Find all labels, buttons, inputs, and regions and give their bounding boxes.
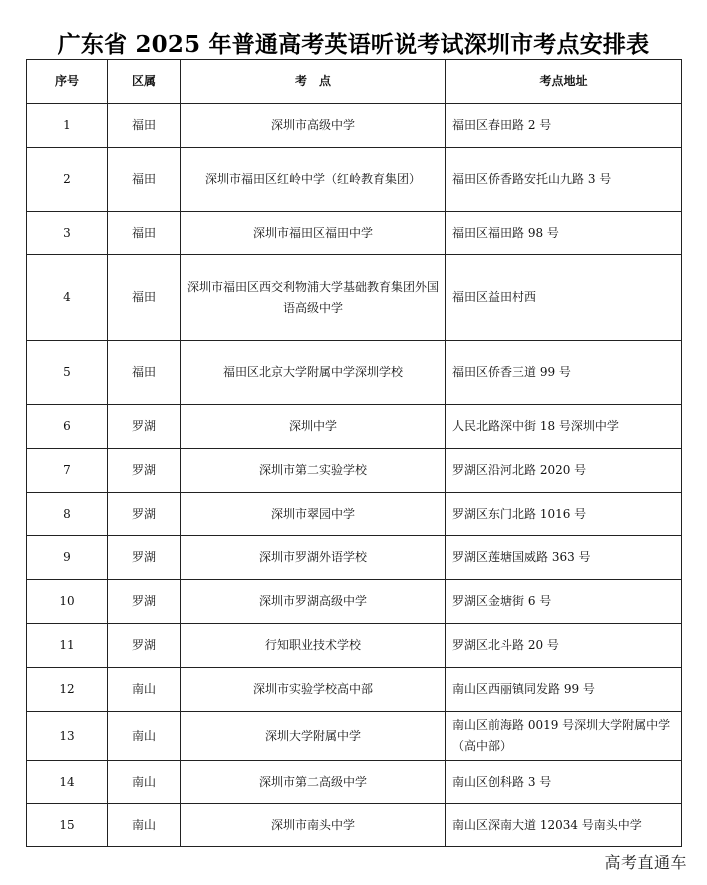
header-district: 区属 — [108, 60, 181, 104]
row-site-name: 深圳中学 — [181, 405, 446, 449]
row-address: 罗湖区莲塘国威路 363 号 — [446, 536, 682, 580]
row-seq: 4 — [27, 255, 108, 341]
row-site-name: 深圳市福田区西交利物浦大学基础教育集团外国语高级中学 — [181, 255, 446, 341]
row-seq: 13 — [27, 712, 108, 761]
row-district: 罗湖 — [108, 405, 181, 449]
row-address: 罗湖区沿河北路 2020 号 — [446, 449, 682, 493]
table-row — [27, 449, 682, 493]
table-row — [27, 580, 682, 624]
row-district: 罗湖 — [108, 536, 181, 580]
table-row — [27, 536, 682, 580]
row-seq: 14 — [27, 761, 108, 804]
table-row — [27, 341, 682, 405]
row-seq: 8 — [27, 493, 108, 536]
table-row — [27, 668, 682, 712]
row-site-name: 深圳市第二实验学校 — [181, 449, 446, 493]
row-district: 南山 — [108, 712, 181, 761]
table-row — [27, 405, 682, 449]
table-row — [27, 761, 682, 804]
row-site-name: 深圳市翠园中学 — [181, 493, 446, 536]
row-site-name: 深圳市第二高级中学 — [181, 761, 446, 804]
row-address: 罗湖区东门北路 1016 号 — [446, 493, 682, 536]
table-row — [27, 255, 682, 341]
row-district: 福田 — [108, 255, 181, 341]
row-district: 福田 — [108, 104, 181, 148]
row-address: 人民北路深中街 18 号深圳中学 — [446, 405, 682, 449]
row-address: 福田区侨香路安托山九路 3 号 — [446, 148, 682, 212]
row-site-name: 深圳市福田区福田中学 — [181, 212, 446, 255]
row-seq: 3 — [27, 212, 108, 255]
row-seq: 5 — [27, 341, 108, 405]
row-district: 福田 — [108, 212, 181, 255]
row-district: 罗湖 — [108, 580, 181, 624]
header-site: 考 点 — [181, 60, 446, 104]
row-site-name: 深圳市实验学校高中部 — [181, 668, 446, 712]
row-address: 福田区春田路 2 号 — [446, 104, 682, 148]
row-site-name: 行知职业技术学校 — [181, 624, 446, 668]
row-district: 福田 — [108, 148, 181, 212]
row-seq: 6 — [27, 405, 108, 449]
table-row — [27, 712, 682, 761]
table-row — [27, 624, 682, 668]
table-row — [27, 148, 682, 212]
row-district: 罗湖 — [108, 493, 181, 536]
row-seq: 10 — [27, 580, 108, 624]
table-row — [27, 493, 682, 536]
row-address: 南山区深南大道 12034 号南头中学 — [446, 804, 682, 847]
page-title: 广东省 2025 年普通高考英语听说考试深圳市考点安排表 — [57, 31, 650, 58]
row-seq: 12 — [27, 668, 108, 712]
row-seq: 7 — [27, 449, 108, 493]
header-address: 考点地址 — [446, 60, 682, 104]
row-site-name: 深圳大学附属中学 — [181, 712, 446, 761]
row-site-name: 深圳市罗湖高级中学 — [181, 580, 446, 624]
row-address: 罗湖区北斗路 20 号 — [446, 624, 682, 668]
row-address: 罗湖区金塘街 6 号 — [446, 580, 682, 624]
row-seq: 2 — [27, 148, 108, 212]
row-district: 南山 — [108, 804, 181, 847]
row-district: 南山 — [108, 668, 181, 712]
row-address: 南山区创科路 3 号 — [446, 761, 682, 804]
row-site-name: 福田区北京大学附属中学深圳学校 — [181, 341, 446, 405]
row-address: 南山区前海路 0019 号深圳大学附属中学（高中部） — [446, 712, 682, 761]
table-row — [27, 212, 682, 255]
row-address: 福田区侨香三道 99 号 — [446, 341, 682, 405]
table-row — [27, 804, 682, 847]
row-site-name: 深圳市罗湖外语学校 — [181, 536, 446, 580]
table-body — [27, 104, 682, 847]
row-district: 罗湖 — [108, 624, 181, 668]
watermark-text: 高考直通车 — [604, 853, 687, 872]
row-district: 罗湖 — [108, 449, 181, 493]
row-site-name: 深圳市南头中学 — [181, 804, 446, 847]
row-district: 南山 — [108, 761, 181, 804]
row-site-name: 深圳市高级中学 — [181, 104, 446, 148]
table-header-row — [27, 60, 682, 104]
row-seq: 1 — [27, 104, 108, 148]
row-address: 福田区益田村西 — [446, 255, 682, 341]
row-site-name: 深圳市福田区红岭中学（红岭教育集团） — [181, 148, 446, 212]
row-address: 南山区西丽镇同发路 99 号 — [446, 668, 682, 712]
row-seq: 15 — [27, 804, 108, 847]
exam-site-table — [26, 59, 682, 847]
header-seq: 序号 — [27, 60, 108, 104]
table-row — [27, 104, 682, 148]
row-district: 福田 — [108, 341, 181, 405]
row-seq: 11 — [27, 624, 108, 668]
row-address: 福田区福田路 98 号 — [446, 212, 682, 255]
row-seq: 9 — [27, 536, 108, 580]
